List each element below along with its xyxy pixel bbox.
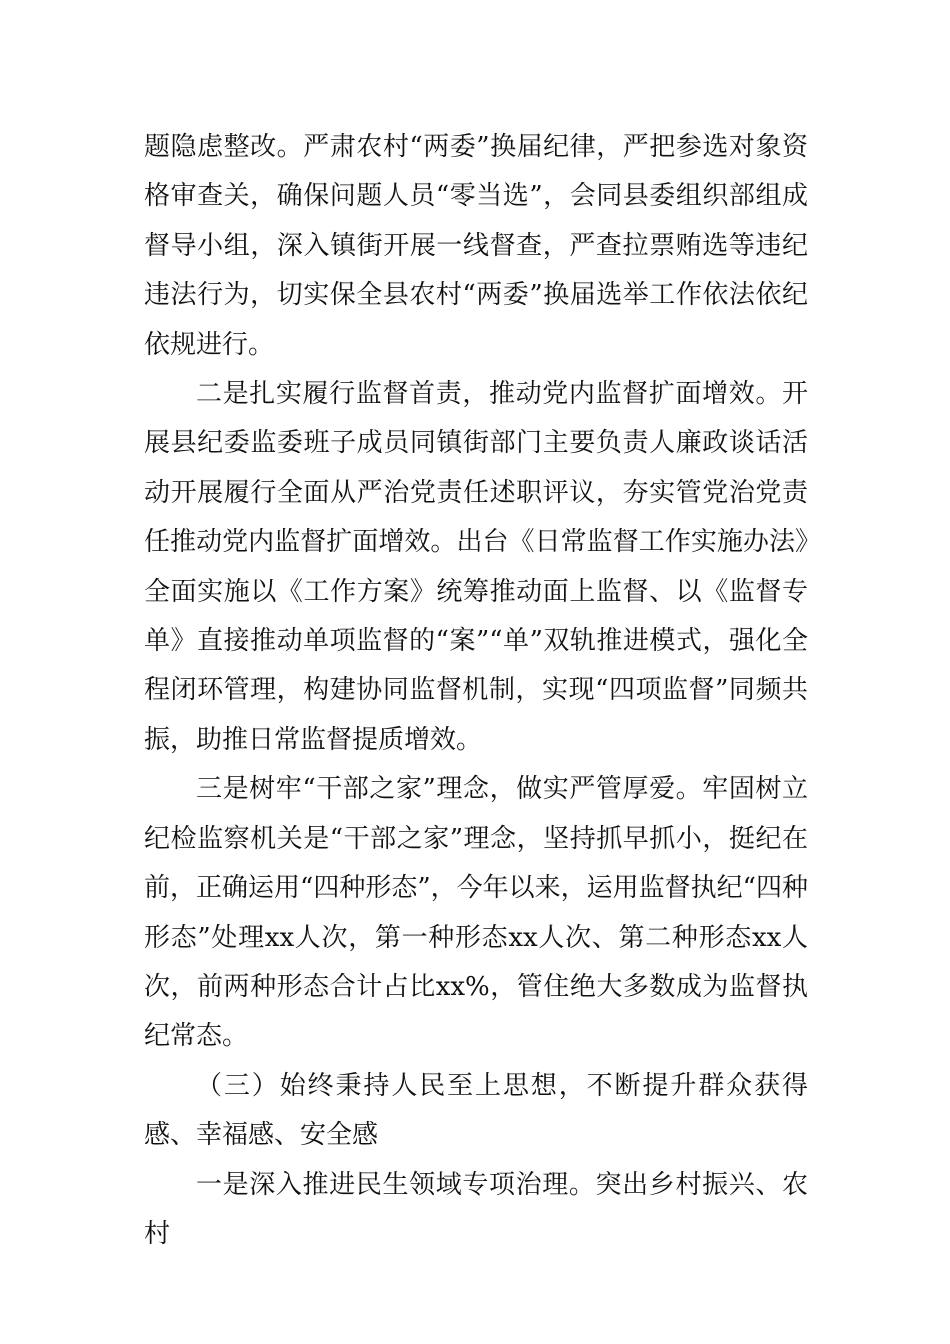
paragraph-1: 题隐虑整改。严肃农村“两委”换届纪律，严把参选对象资格审查关，确保问题人员“零当选”，会同县委组织部组成督导小组，深入镇街开展一线督查，严查拉票贿选等违纪违法行为，切实保全县农村“两委”换届选举工作依法依纪依规进行。	[144, 132, 808, 360]
paragraph-3: 三是树牢“干部之家”理念，做实严管厚爱。牢固树立纪检监察机关是“干部之家”理念，坚持抓早抓小，挺纪在前，正确运用“四种形态”，今年以来，运用监督执纪“四种形态”处理xx人次，第一种形态xx人次、第二种形态xx人次，前两种形态合计占比xx%，管住绝大多数成为监督执纪常态。	[144, 774, 808, 1052]
paragraph-2: 二是扎实履行监督首责，推动党内监督扩面增效。开展县纪委监委班子成员同镇街部门主要负责人廉政谈话活动开展履行全面从严治党责任述职评议，夯实管党治党责任推动党内监督扩面增效。出台《日常监督工作实施办法》全面实施以《工作方案》统筹推动面上监督、以《监督专单》直接推动单项监督的“案”“单”双轨推进模式，强化全程闭环管理，构建协同监督机制，实现“四项监督”同频共振，助推日常监督提质增效。	[144, 379, 808, 755]
section-heading-3: （三）始终秉持人民至上思想，不断提升群众获得感、幸福感、安全感	[144, 1070, 808, 1151]
paragraph-4: 一是深入推进民生领域专项治理。突出乡村振兴、农村	[144, 1169, 808, 1249]
document-page	[144, 123, 808, 1259]
